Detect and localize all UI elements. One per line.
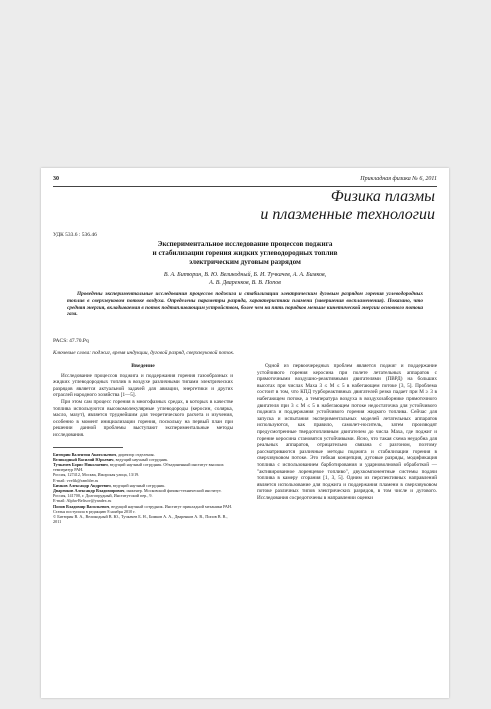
affiliation-name: Бимков Александр Андреевич — [53, 482, 111, 488]
section-title-line-1: Физика плазмы — [330, 188, 435, 205]
affiliation-line: Бимков Александр Андреевич, ведущий научный сотрудник. — [53, 482, 166, 488]
affiliation-role: ведущий научный сотрудник. Объединенный институт высоких температур РАН. — [53, 461, 224, 473]
affiliation-line: Тучкачев Борис Николаевич, ведущий научный сотрудник. Объединенный институт высоких температур РАН. — [53, 461, 224, 473]
journal-page — [41, 168, 449, 698]
affiliation-name: Дваренков Александр Владимирович — [53, 487, 125, 493]
affiliation-name: Великодный Василий Юрьевич — [53, 456, 114, 462]
section-title — [215, 188, 435, 224]
affiliation-role: инженер. Московский физико-технический институт. — [126, 487, 222, 493]
affiliation-line: Великодный Василий Юрьевич, ведущий научный сотрудник. — [53, 456, 169, 462]
running-header — [53, 176, 437, 187]
author-list — [81, 271, 409, 287]
affiliation-address: Россия, 127412, Москва, Ижорская улица, 13/19. — [53, 472, 140, 478]
keywords: Ключевые слова: поджиг, время индукции, дуговой разряд, сверхзвуковой поток. — [53, 350, 235, 356]
introduction-heading: Введение — [131, 363, 155, 369]
paragraph: При этом сам процесс горения в многофазных средах, в которых в качестве топлива используются высокомолекулярные углеводороды (керосин, солярка, масло, мазут), является труднейшим для теоретического расчета и изучения, особенно в момент инициализации горения, поскольку на первый план при решении данной проблемы выступают экспериментальные методы исследования. — [53, 398, 233, 438]
article-title-line-3: электрическим дуговым разрядом — [189, 258, 301, 266]
affiliation-name: Тучкачев Борис Николаевич — [53, 461, 108, 467]
journal-name: Прикладная физика № 6, 2011 — [360, 176, 437, 182]
copyright-notice: © Битюрин В. А., Великодный В. Ю., Тучкачев Б. Н., Бимков А. А., Дваренков А. В., Попов В. В., 2011 — [53, 513, 228, 525]
left-column — [53, 363, 233, 524]
article-title-line-2: и стабилизации горения жидких углеводородных топлив — [152, 249, 338, 257]
affiliation-email: E-mail: vvelik@rambler.ru — [53, 477, 99, 483]
page-number: 30 — [53, 176, 59, 182]
affiliation-line: Дваренков Александр Владимирович, инженер. Московский физико-технический институт. — [53, 487, 222, 493]
section-title-line-2: и плазменные технологии — [260, 206, 435, 223]
udk-code: УДК 533.6 : 536.46 — [53, 232, 97, 238]
affiliation-name: Битюрин Валентин Анатольевич — [53, 451, 117, 457]
article-title — [81, 240, 409, 267]
author-list-line-2: А. В. Дваренков, В. В. Попов — [209, 280, 281, 286]
paragraph: Одной из первоочередных проблем является поджиг и поддержание устойчивого горения керосина при полете летательных аппаратов с прямоточными воздушно-реактивными двигателями (ПВРД) на больших высотах при числах Маха 3 ≤ M ≤ 5 в набегающем потоке [3, 5]. Проблема состоит в том, что КПД турбореактивных двигателей резко падает при M ≥ 3 в набегающем потоке, а температура воздуха в воздухозаборнике прямоточного двигателя при 3 ≤ M ≤ 5 в набегающем потоке недостаточна для устойчивого поджига и поддержания устойчивого горения жидкого топлива. Сейчас для запуска и испытания экспериментальных моделей летательных аппаратов используются, как правило, самолет-носитель, затем производят предусмотренные твердотопливным двигателем до числа Маха, где поджиг и горение керосина становятся устойчивыми. Ясно, что такая схема неудобна для реальных аппаратов, отрицательно связана с разгоном, поэтому рассматриваются различные методы поджига и стабилизации горения в сверхзвуковом потоке. Это гибкая концепция, дуговые разряды, модификация топлива с использованием барботирования и ударноволновой обработкой — "активированное лоренцевое топливо", двухкомпонентные системы подачи топлива в камеру сгорания [1, 3, 5]. Одним из перспективных направлений является использование для поджига и поддержания пламени в сверхзвуковом потоке различных типов электрических разрядов, в том числе и дугового. Исследования сосредоточены в направлении оценки — [257, 363, 437, 501]
pacs-code: PACS: 47.70.Pq — [53, 338, 89, 344]
affiliation-name: Попов Владимир Васильевич — [53, 503, 110, 509]
affiliation-line: Битюрин Валентин Анатольевич, директор отделения. — [53, 451, 155, 457]
article-title-line-1: Экспериментальное исследование процессов поджига — [157, 240, 333, 248]
footnote-divider — [53, 447, 123, 448]
author-list-line-1: В. А. Битюрин, В. Ю. Великодный, Б. И. Тучкачев, А. А. Бимков, — [163, 272, 327, 278]
affiliation-role: ведущий научный сотрудник. — [112, 482, 166, 488]
affiliation-role: ведущий научный сотрудник. Институт прикладной механики РАН. — [111, 503, 233, 509]
received-date: Статья поступила в редакцию 8 ноября 2010 г. — [53, 508, 136, 514]
affiliation-role: директор отделения. — [118, 451, 155, 457]
abstract: Проведены экспериментальные исследования процессов поджига и стабилизации электрическим дуговым разрядом горения углеводородных топлив в сверхзвуковом потоке воздуха. Определены параметры разряда, характеристики пламени (завершения воспламенения). Показано, что средняя энергия, вкладываемая в поток подтапливающим устройством, более чем на пять порядков меньше кинетической энергии основного потока газа. — [67, 291, 423, 318]
affiliation-line: Попов Владимир Васильевич, ведущий научный сотрудник. Институт прикладной механики РАН. — [53, 503, 233, 509]
affiliation-address: Россия, 141700, г. Долгопрудный, Институтский пер., 9. — [53, 493, 153, 499]
right-column — [257, 363, 437, 501]
paragraph: Исследование процессов поджига и поддержания горения газообразных и жидких углеводородных топлив в воздухе различными типами электрических разрядов является актуальной задачей для авиации, энергетики и других отраслей народного хозяйства [1—5]. — [53, 372, 233, 399]
affiliation-role: ведущий научный сотрудник. — [115, 456, 169, 462]
affiliation-email: E-mail: Alpha-Beltsov@yandex.ru — [53, 498, 112, 504]
author-affiliations — [53, 452, 233, 525]
